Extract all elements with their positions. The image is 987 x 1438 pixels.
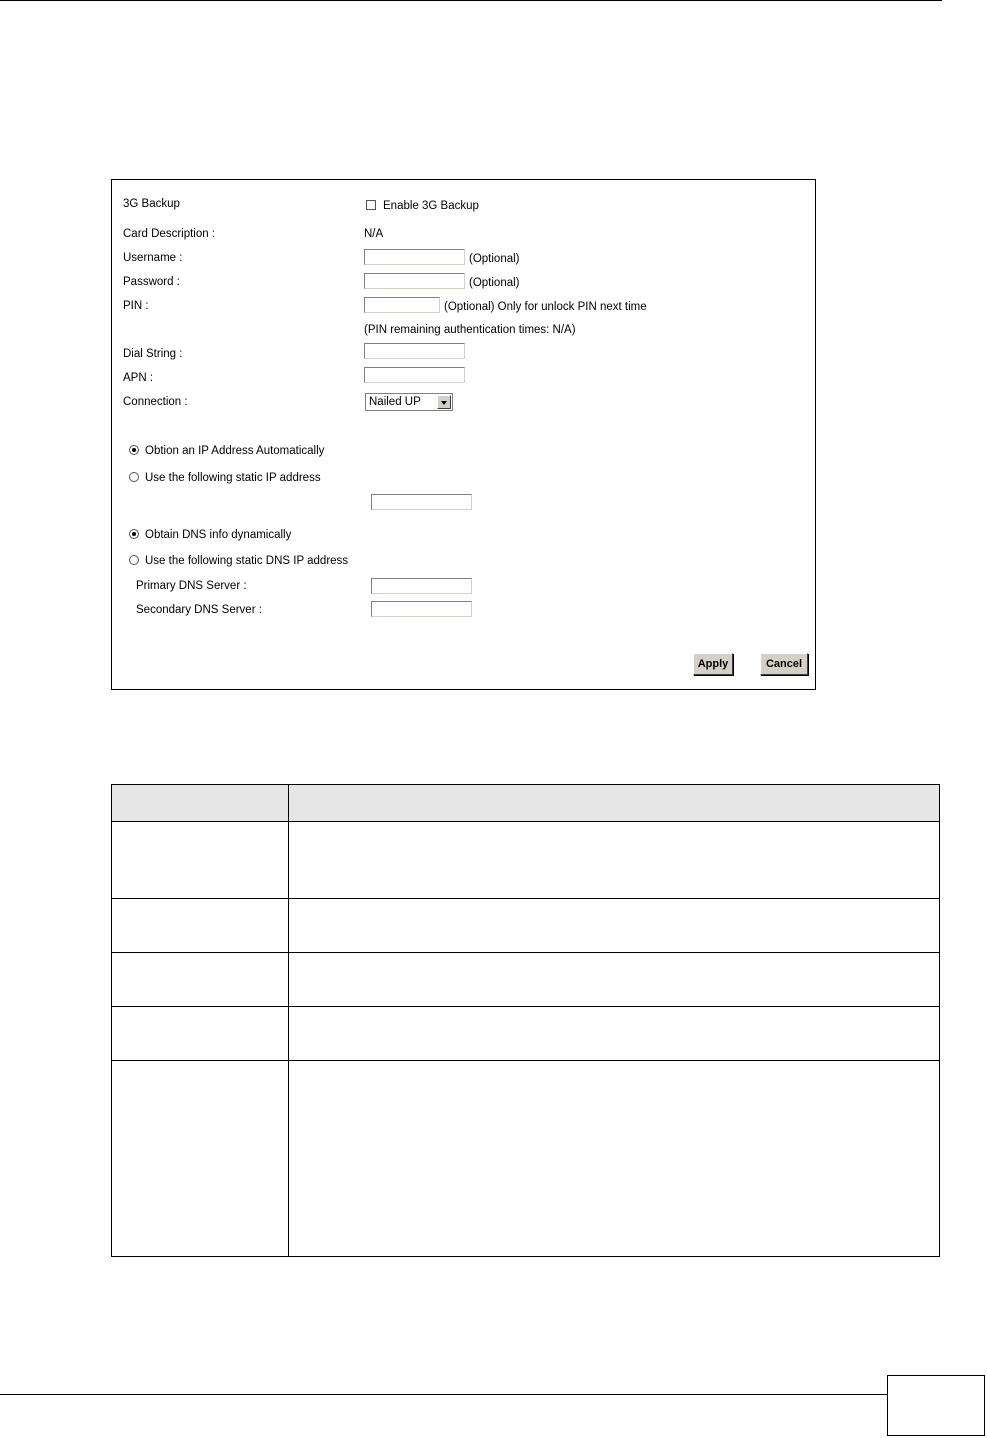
cancel-button[interactable]: Cancel bbox=[760, 653, 808, 675]
chevron-down-icon[interactable] bbox=[437, 395, 451, 409]
dial-string-input[interactable] bbox=[364, 343, 465, 359]
password-optional-hint: (Optional) bbox=[469, 277, 520, 289]
connection-label: Connection : bbox=[123, 396, 188, 408]
ip-static-label: Use the following static IP address bbox=[145, 472, 321, 484]
dns-dynamic-radio[interactable] bbox=[129, 529, 139, 539]
pin-label: PIN : bbox=[123, 300, 149, 312]
connection-select-value: Nailed UP bbox=[369, 396, 421, 408]
dns-static-radio[interactable] bbox=[129, 555, 139, 565]
description-table bbox=[111, 784, 940, 1257]
dial-string-label: Dial String : bbox=[123, 348, 183, 360]
pin-input[interactable] bbox=[364, 297, 440, 313]
3g-backup-label: 3G Backup bbox=[123, 198, 180, 210]
table-header-row bbox=[112, 785, 939, 822]
table-row-divider bbox=[112, 1006, 939, 1007]
pin-hint: (Optional) Only for unlock PIN next time bbox=[444, 301, 647, 313]
bottom-rule bbox=[0, 1394, 888, 1395]
card-description-value: N/A bbox=[364, 228, 384, 240]
card-description-label: Card Description : bbox=[123, 228, 216, 240]
dns-static-label: Use the following static DNS IP address bbox=[145, 555, 349, 567]
password-label: Password : bbox=[123, 276, 180, 288]
top-rule bbox=[0, 0, 942, 1]
ip-auto-label: Obtion an IP Address Automatically bbox=[145, 445, 325, 457]
primary-dns-input[interactable] bbox=[371, 578, 472, 594]
apply-button[interactable]: Apply bbox=[693, 653, 733, 675]
password-input[interactable] bbox=[364, 273, 465, 289]
apn-label: APN : bbox=[123, 372, 154, 384]
ip-auto-radio[interactable] bbox=[129, 445, 139, 455]
table-row-divider bbox=[112, 952, 939, 953]
secondary-dns-label: Secondary DNS Server : bbox=[136, 604, 262, 616]
secondary-dns-input[interactable] bbox=[371, 601, 472, 617]
connection-select[interactable] bbox=[365, 393, 453, 411]
table-column-divider bbox=[288, 785, 289, 1256]
ip-static-radio[interactable] bbox=[129, 472, 139, 482]
dns-dynamic-label: Obtain DNS info dynamically bbox=[145, 529, 292, 541]
apn-input[interactable] bbox=[364, 367, 465, 383]
pin-remaining-text: (PIN remaining authentication times: N/A) bbox=[364, 324, 576, 336]
table-row-divider bbox=[112, 1060, 939, 1061]
table-row-divider bbox=[112, 898, 939, 899]
username-label: Username : bbox=[123, 252, 183, 264]
static-ip-input[interactable] bbox=[371, 494, 472, 510]
3g-backup-panel bbox=[111, 179, 816, 690]
primary-dns-label: Primary DNS Server : bbox=[136, 580, 247, 592]
page-number-box bbox=[887, 1375, 985, 1436]
username-input[interactable] bbox=[364, 249, 465, 265]
enable-3g-backup-label: Enable 3G Backup bbox=[383, 200, 479, 212]
username-optional-hint: (Optional) bbox=[469, 253, 520, 265]
enable-3g-backup-checkbox[interactable] bbox=[366, 200, 376, 210]
